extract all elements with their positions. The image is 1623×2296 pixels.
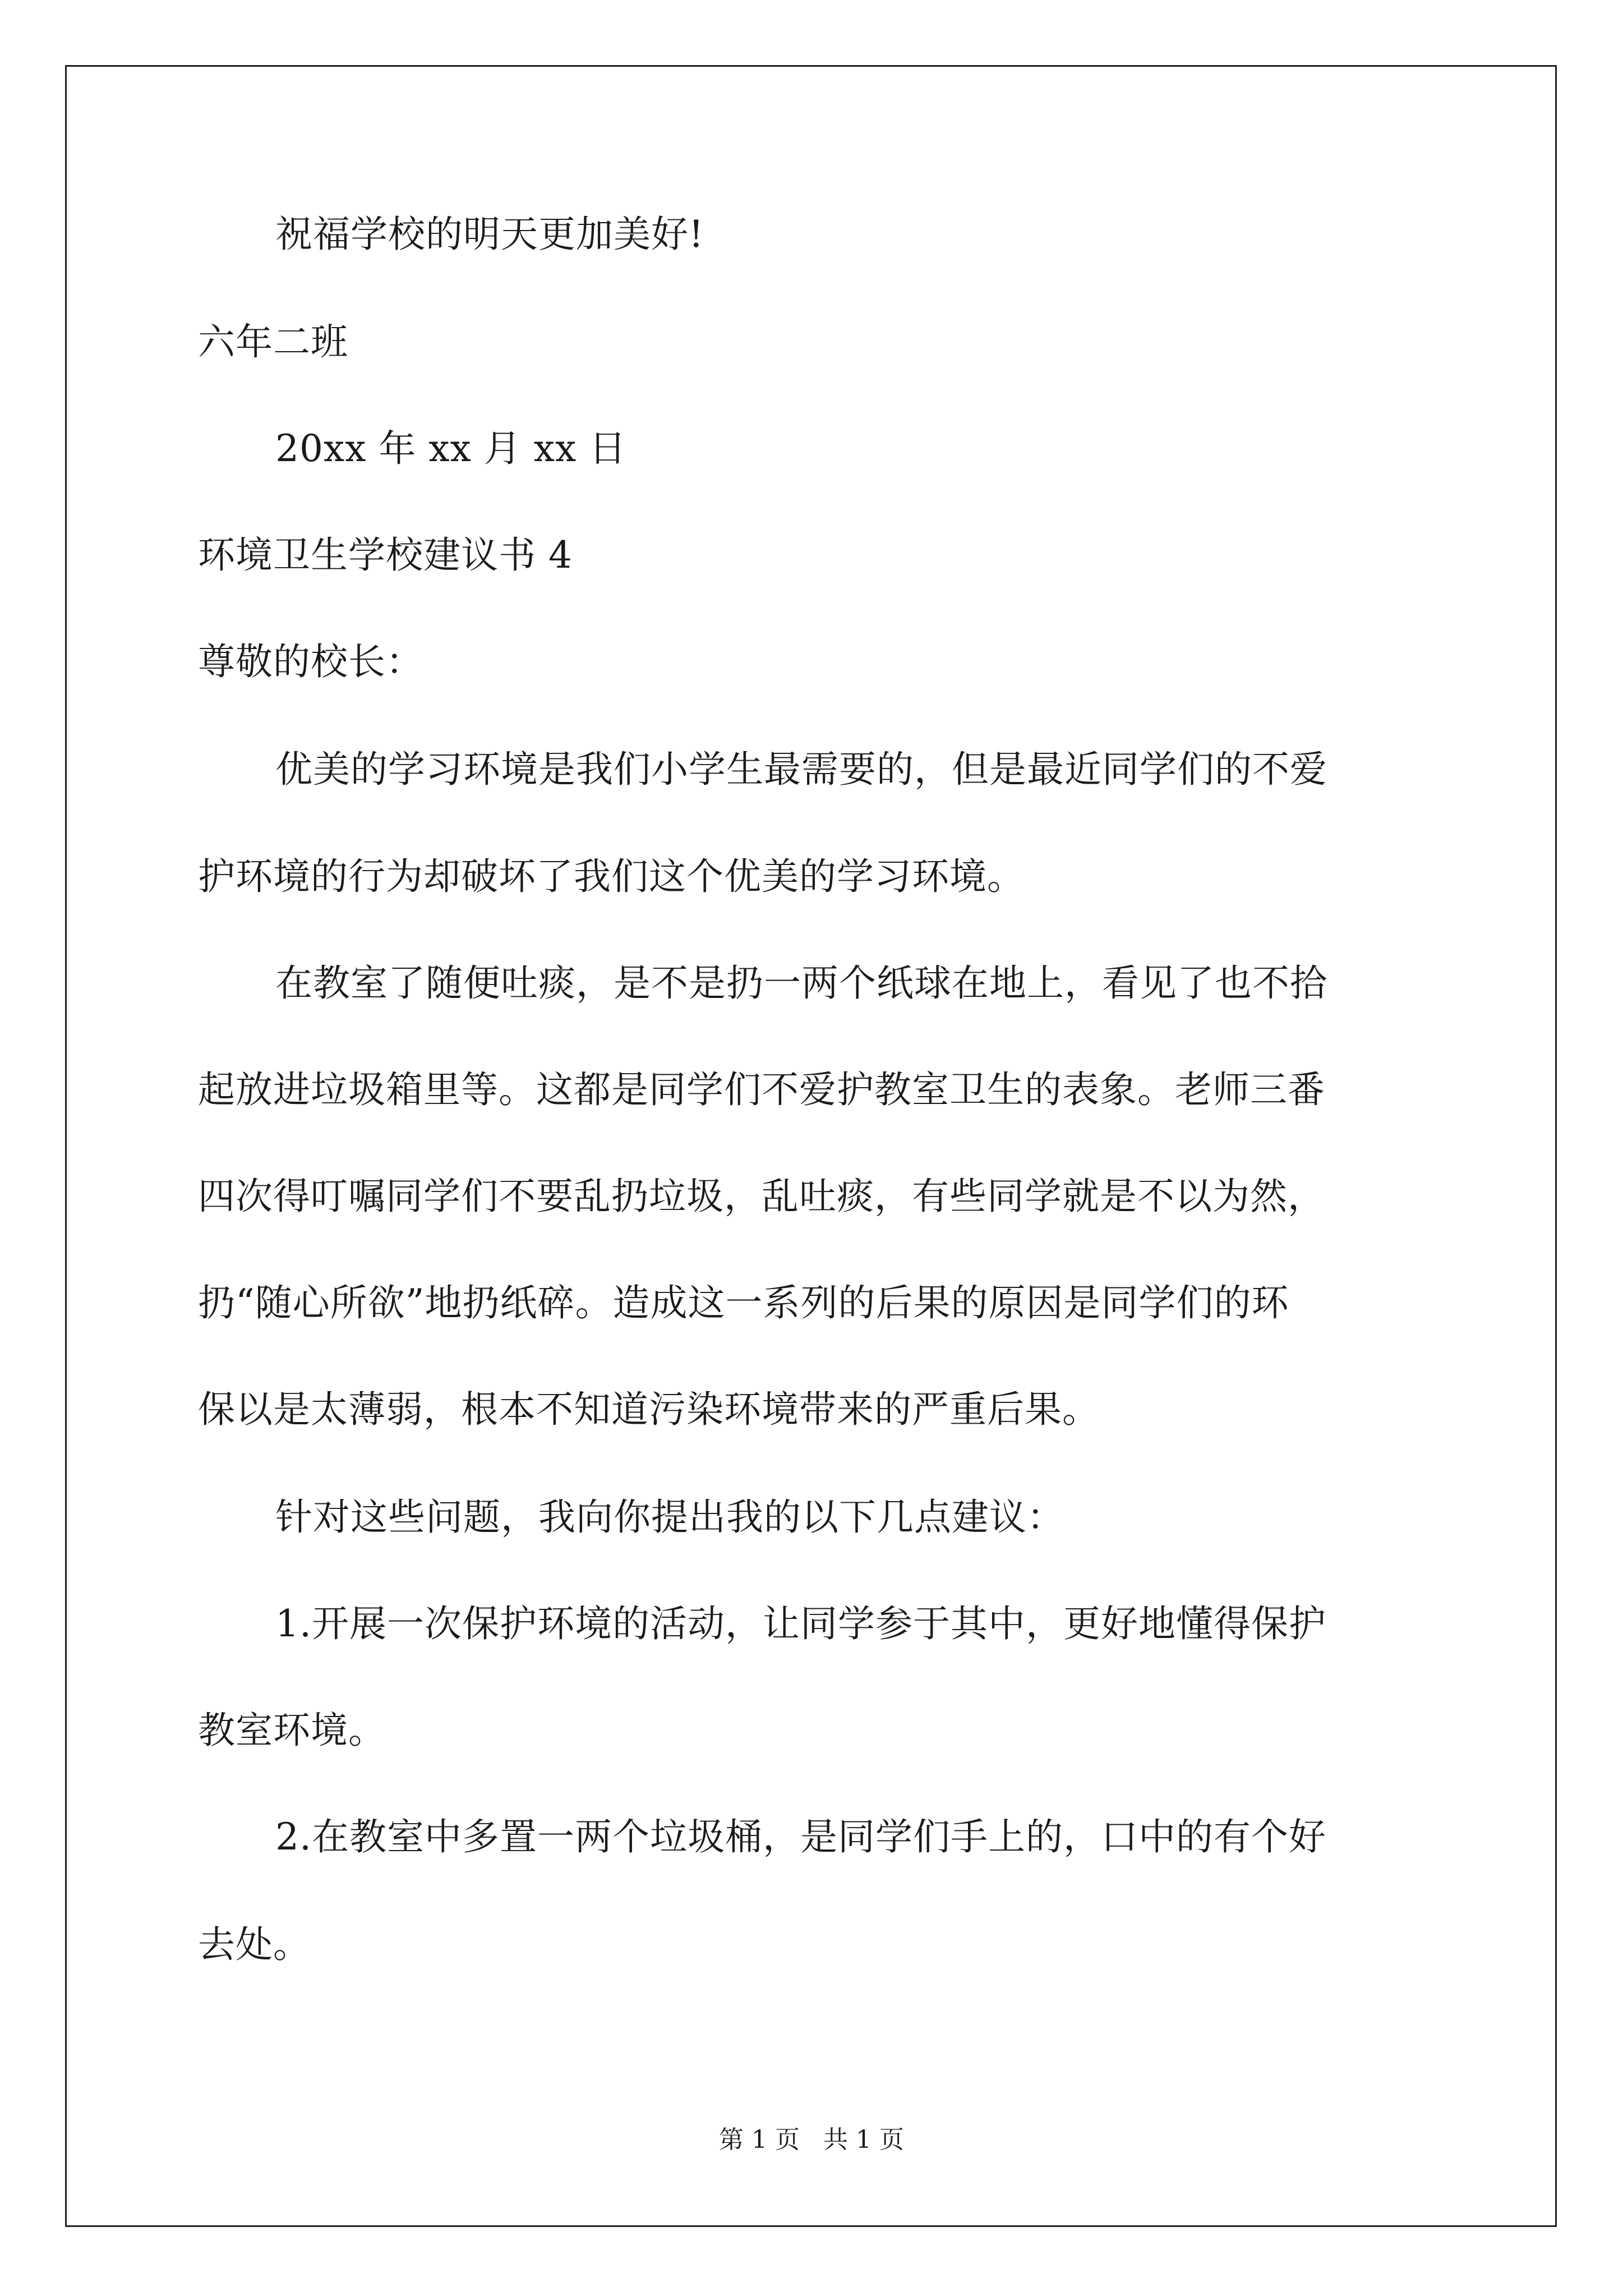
text-line-6: 优美的学习环境是我们小学生最需要的，但是最近同学们的不爱	[275, 748, 1327, 791]
text-line-13: 针对这些问题，我向你提出我的以下几点建议：	[275, 1496, 1064, 1539]
text-line-2: 六年二班	[198, 320, 348, 364]
text-line-16: 2.在教室中多置一两个垃圾桶，是同学们手上的，口中的有个好	[275, 1815, 1326, 1858]
text-line-14: 1.开展一次保护环境的活动，让同学参于其中，更好地懂得保护	[275, 1602, 1326, 1645]
text-line-10: 四次得叮嘱同学们不要乱扔垃圾，乱吐痰，有些同学就是不以为然，	[198, 1175, 1325, 1218]
text-line-15: 教室环境。	[198, 1709, 386, 1752]
text-line-17: 去处。	[198, 1923, 311, 1966]
text-line-12: 保以是太薄弱，根本不知道污染环境带来的严重后果。	[198, 1388, 1100, 1431]
text-line-3: 20xx 年 xx 月 xx 日	[275, 427, 627, 470]
text-line-9: 起放进垃圾箱里等。这都是同学们不爱护教室卫生的表象。老师三番	[198, 1068, 1325, 1111]
text-line-1: 祝福学校的明天更加美好!	[275, 213, 704, 256]
text-line-5: 尊敬的校长：	[198, 640, 423, 683]
page-footer: 第 1 页 共 1 页	[719, 2125, 904, 2154]
text-line-11: 扔“随心所欲”地扔纸碎。造成这一系列的后果的原因是同学们的环	[198, 1281, 1289, 1324]
page-frame	[65, 65, 1557, 2227]
text-line-8: 在教室了随便吐痰，是不是扔一两个纸球在地上，看见了也不拾	[275, 961, 1327, 1005]
text-line-4: 环境卫生学校建议书 4	[198, 533, 573, 577]
text-line-7: 护环境的行为却破坏了我们这个优美的学习环境。	[198, 855, 1025, 898]
